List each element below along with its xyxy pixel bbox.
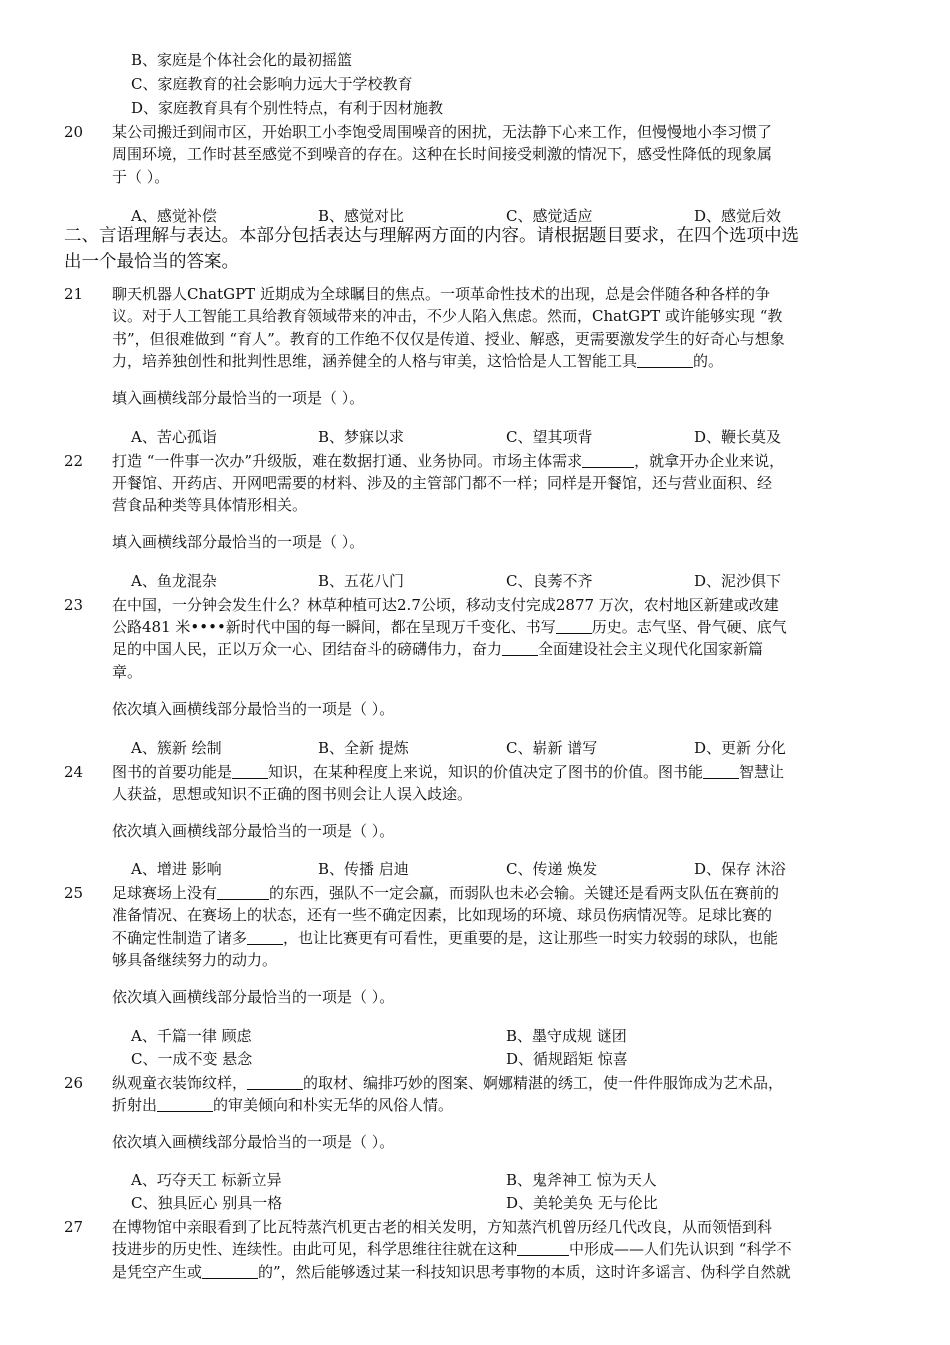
option-d: D、美轮美奂 无与伦比 bbox=[506, 1194, 658, 1212]
option-d: D、保存 沐浴 bbox=[694, 860, 786, 878]
q19-option-d: D、家庭教育具有个别性特点，有利于因材施教 bbox=[131, 99, 444, 117]
answer-blank bbox=[247, 1073, 303, 1090]
option-b: B、墨守成规 谜团 bbox=[506, 1027, 627, 1045]
option-a: A、千篇一律 顾虑 bbox=[131, 1027, 252, 1045]
question-text: 足的中国人民，正以万众一心、团结奋斗的磅礴伟力，奋力 全面建设社会主义现代化国家新篇 bbox=[112, 640, 764, 658]
question-number: 26 bbox=[64, 1074, 84, 1092]
question-text: 技进步的历史性、连续性。由此可见，科学思维往往就在这种 中形成——人们先认识到 “科学不 bbox=[112, 1240, 792, 1258]
option-c: C、感觉适应 bbox=[506, 207, 593, 225]
option-b: B、全新 提炼 bbox=[318, 739, 409, 757]
question-text: 纵观童衣装饰纹样， 的取材、编排巧妙的图案、婀娜精湛的绣工，使一件件服饰成为艺术品， bbox=[112, 1074, 784, 1092]
question-prompt: 填入画横线部分最恰当的一项是（ ）。 bbox=[112, 533, 365, 551]
option-c: C、良莠不齐 bbox=[506, 572, 593, 590]
option-a: A、苦心孤诣 bbox=[131, 428, 217, 446]
answer-blank bbox=[247, 928, 283, 945]
answer-blank bbox=[582, 451, 634, 468]
answer-blank bbox=[502, 639, 538, 656]
option-d: D、鞭长莫及 bbox=[694, 428, 782, 446]
question-text: 在中国，一分钟会发生什么？林草种植可达2.7公顷，移动支付完成2877 万次，农村地区新建或改建 bbox=[112, 596, 779, 614]
answer-blank bbox=[637, 351, 693, 368]
option-b: B、感觉对比 bbox=[318, 207, 405, 225]
section-heading: 出一个最恰当的答案。 bbox=[64, 252, 239, 272]
option-c: C、一成不变 悬念 bbox=[131, 1050, 253, 1068]
answer-blank bbox=[517, 1239, 569, 1256]
q19-option-b: B、家庭是个体社会化的最初摇篮 bbox=[131, 51, 353, 69]
question-text: 开餐馆、开药店、开网吧需要的材料、涉及的主管部门都不一样；同样是开餐馆，还与营业面积、经 bbox=[112, 474, 773, 492]
question-text: 力，培养独创性和批判性思维，涵养健全的人格与审美，这恰恰是人工智能工具 的。 bbox=[112, 352, 724, 370]
question-text: 聊天机器人ChatGPT 近期成为全球瞩目的焦点。一项革命性技术的出现，总是会伴随各种各样的争 bbox=[112, 285, 770, 303]
question-text: 是凭空产生或 的”，然后能够透过某一科技知识思考事物的本质，这时许多谣言、伪科学自然就 bbox=[112, 1263, 791, 1281]
question-text: 周围环境，工作时甚至感觉不到噪音的存在。这种在长时间接受刺激的情况下，感受性降低的现象属 bbox=[112, 145, 773, 163]
option-d: D、更新 分化 bbox=[694, 739, 786, 757]
q19-option-c: C、家庭教育的社会影响力远大于学校教育 bbox=[131, 75, 413, 93]
option-a: A、鱼龙混杂 bbox=[131, 572, 217, 590]
option-c: C、崭新 谱写 bbox=[506, 739, 598, 757]
option-b: B、传播 启迪 bbox=[318, 860, 409, 878]
question-number: 25 bbox=[64, 884, 84, 902]
question-number: 24 bbox=[64, 763, 84, 781]
question-number: 22 bbox=[64, 452, 84, 470]
question-text: 够具备继续努力的动力。 bbox=[112, 951, 278, 969]
question-prompt: 填入画横线部分最恰当的一项是（ ）。 bbox=[112, 389, 365, 407]
question-text: 议。对于人工智能工具给教育领域带来的冲击，不少人陷入焦虑。然而，ChatGPT 或许能够实现 “教 bbox=[112, 307, 783, 325]
question-number: 20 bbox=[64, 123, 84, 141]
option-a: A、增进 影响 bbox=[131, 860, 222, 878]
option-b: B、梦寐以求 bbox=[318, 428, 405, 446]
answer-blank bbox=[703, 762, 739, 779]
question-number: 23 bbox=[64, 596, 84, 614]
question-text: 图书的首要功能是 知识，在某种程度上来说，知识的价值决定了图书的价值。图书能 智慧让 bbox=[112, 763, 785, 781]
option-d: D、感觉后效 bbox=[694, 207, 782, 225]
question-text: 于（ ）。 bbox=[112, 168, 170, 186]
question-text: 营食品种类等具体情形相关。 bbox=[112, 496, 308, 514]
question-text: 足球赛场上没有 的东西，强队不一定会赢，而弱队也未必会输。关键还是看两支队伍在赛前的 bbox=[112, 884, 780, 902]
option-d: D、泥沙俱下 bbox=[694, 572, 782, 590]
answer-blank bbox=[217, 883, 269, 900]
answer-blank bbox=[202, 1262, 258, 1279]
question-text: 某公司搬迁到闹市区，开始职工小李饱受周围噪音的困扰，无法静下心来工作，但慢慢地小李习惯了 bbox=[112, 123, 773, 141]
question-text: 打造 “一件事一次办”升级版，难在数据打通、业务协同。市场主体需求 ，就拿开办企业来说， bbox=[112, 452, 785, 470]
question-text: 折射出 的审美倾向和朴实无华的风俗人情。 bbox=[112, 1096, 454, 1114]
question-text: 人获益，思想或知识不正确的图书则会让人误入歧途。 bbox=[112, 785, 473, 803]
option-d: D、循规蹈矩 惊喜 bbox=[506, 1050, 628, 1068]
option-c: C、望其项背 bbox=[506, 428, 593, 446]
question-text: 书”，但很难做到 “育人”。教育的工作绝不仅仅是传道、授业、解惑，更需要激发学生的好奇心与想象 bbox=[112, 330, 785, 348]
question-prompt: 依次填入画横线部分最恰当的一项是（ ）。 bbox=[112, 822, 395, 840]
option-c: C、独具匠心 别具一格 bbox=[131, 1194, 283, 1212]
question-prompt: 依次填入画横线部分最恰当的一项是（ ）。 bbox=[112, 1133, 395, 1151]
question-text: 不确定性制造了诸多 ，也让比赛更有可看性，更重要的是，这让那些一时实力较弱的球队，也能 bbox=[112, 929, 779, 947]
answer-blank bbox=[232, 762, 268, 779]
question-text: 在博物馆中亲眼看到了比瓦特蒸汽机更古老的相关发明，方知蒸汽机曾历经几代改良，从而领悟到科 bbox=[112, 1218, 773, 1236]
option-b: B、鬼斧神工 惊为天人 bbox=[506, 1171, 657, 1189]
question-number: 27 bbox=[64, 1218, 84, 1236]
option-b: B、五花八门 bbox=[318, 572, 405, 590]
option-c: C、传递 焕发 bbox=[506, 860, 598, 878]
question-number: 21 bbox=[64, 285, 84, 303]
option-a: A、感觉补偿 bbox=[131, 207, 217, 225]
answer-blank bbox=[157, 1095, 213, 1112]
question-text: 章。 bbox=[112, 663, 143, 681]
section-heading: 二、言语理解与表达。本部分包括表达与理解两方面的内容。请根据题目要求，在四个选项中选 bbox=[64, 226, 799, 246]
question-text: 准备情况、在赛场上的状态，还有一些不确定因素，比如现场的环境、球员伤病情况等。足球比赛的 bbox=[112, 906, 773, 924]
question-text: 公路481 米••••新时代中国的每一瞬间，都在呈现万千变化、书写 历史。志气坚、骨气硬、底气 bbox=[112, 618, 787, 636]
question-prompt: 依次填入画横线部分最恰当的一项是（ ）。 bbox=[112, 700, 395, 718]
option-a: A、巧夺天工 标新立异 bbox=[131, 1171, 282, 1189]
question-prompt: 依次填入画横线部分最恰当的一项是（ ）。 bbox=[112, 988, 395, 1006]
option-a: A、簇新 绘制 bbox=[131, 739, 222, 757]
answer-blank bbox=[556, 617, 592, 634]
